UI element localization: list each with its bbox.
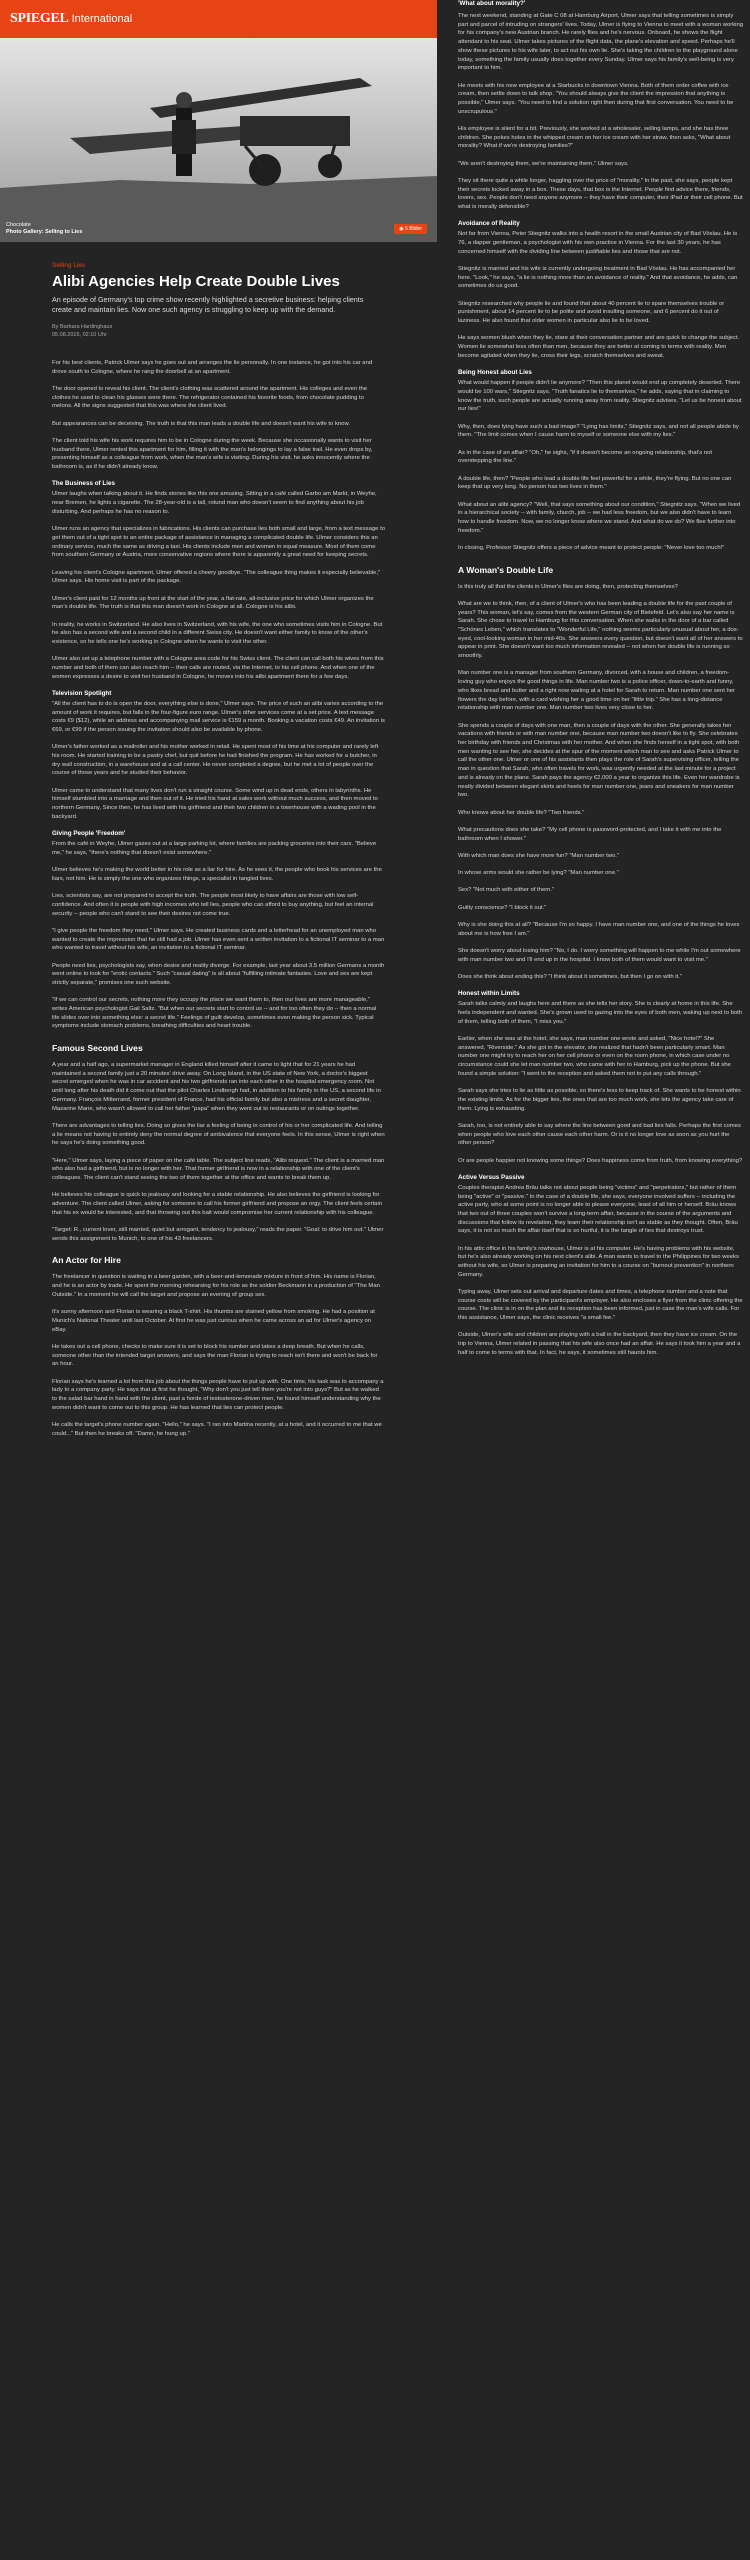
body-paragraph: A year and a half ago, a supermarket manager in England killed himself after it came to light that for 21 years he had maintained a second family just a 20 minutes' drive away. On Long Island, in the US state of New York, a doctor's biggest secret emerged when he was in car accident and his two girlfriends ran into each other in the hospital emergency room. Not until long after his death did it come out that the pilot Charles Lindbergh had, in addition to his family in the US, a second life in Germany. François Mitterrand, former president of France, had his official family but also a mistress and a secret daughter, Mazarine Marie, who wasn't allowed to call her father "papa" when they went out to restaurants or on outings together. [52,1062,381,1112]
body-paragraph: He takes out a cell phone, checks to make sure it is set to block his number and takes a deep breath. But when he calls, someone other than the intended target answers, and says the man Florian is trying to reach isn't there and won't be back for an hour. [52,1343,378,1368]
body-paragraph: Why is she doing this at all? "Because I'm so happy. I have man number one, and one of the things he loves about me is how free I am." [458,921,740,937]
spiegel-logo[interactable]: SPIEGEL [10,11,69,26]
section-heading: Television Spotlight [52,689,112,697]
article-title: Alibi Agencies Help Create Double Lives [52,273,340,290]
body-paragraph: Ulmer runs an agency that specializes in fabrications. His clients can purchase lies both small and large, from a text message to get them out of a tight spot to an entire package of assistance in managing a complicated double life. Ulmer considers this an ordinary service, much the same as driving a taxi. His clients include men and women in equal measure. Most of them come from southern Germany or Austria, more conservative regions where there is apparently a great need for keeping secrets. [52,526,385,559]
byline-author[interactable]: By Barbara Hardinghaus [52,324,113,330]
body-paragraph: Sarah talks calmly and laughs here and there as she tells her story. She is clearly at home in this life. She feels independent and wanted. She's grown used to gazing into the eyes of both men, waking up next to both of them, telling both of them, "I miss you." [458,1001,743,1025]
body-paragraph: "I give people the freedom they need," Ulmer says. He created business cards and a letterhead for an unemployed man who wanted to create the impression that he still had a job. Ulmer has even sent a written invitation to a fictional IT seminar to a man who wanted to travel without his wife, an invitation to a fictional IT seminar. [52,927,385,952]
body-paragraph: People need lies, psychologists say, when desire and reality diverge. For example, last year about 3.5 million Germans a month went online to look for "erotic contacts." Such "casual dating" is all about "fulfilling intimate fantasies. Love and sex are kept strictly separate," promises one such website. [52,962,385,986]
body-paragraph: Ulmer came to understand that many lives don't run a straight course. Some wind up in dead ends, others in labyrinths. He himself stumbled into a marriage and then out of it. He tried his hand at sales work without much success, and then moved to northern Germany, Since then, he has lived with his girlfriend and their two children in a townhouse with a wading pool in the backyard. [52,787,378,820]
body-paragraph: Florian says he's learned a lot from this job about the things people have to put up with. One time, his task was to accompany a lady to a company party. He says that at first he thought, "Why don't you just tell them you're not into guys?" But as he walked to the salad bar hand in hand with the client, past a horde of testosterone-driven men, he found himself understanding why the women didn't want to come out to this group. He has learned that lies can protect people. [52,1378,384,1411]
gallery-button[interactable] [394,224,427,234]
gallery-count: 5 Bilder [405,226,422,232]
hero-illustration [0,38,437,242]
body-paragraph: Sarah, too, is not entirely able to say where the line between good and bad lies falls. Perhaps the first comes when people who love each other cause each other harm. Or is it no longer love as soon as you hurt the other person? [458,1122,741,1147]
body-paragraph: His employee is silent for a bit. Previously, she worked at a wholesaler, selling lamps, and she has three children. She pokes holes in the whipped cream on her ice cream with her straw, then asks, "What about morality? What if we're destroying families?" [458,125,731,150]
article-kicker[interactable]: Selling Lies [52,262,86,269]
body-paragraph: Ulmer laughs when talking about it. He finds stories like this one amusing. Sitting in a café called Garbo am Markt, in Weyhe, near Bremen, he lights a cigarette. The 28-year-old is a tall, rotund man who doesn't seem to find anything about his job disturbing. And perhaps he has no reason to. [52,491,377,515]
section-heading: A Woman's Double Life [458,564,554,575]
section-heading: Being Honest about Lies [458,369,532,377]
body-paragraph: There are advantages to telling lies. Doing so gives the liar a feeling of being in control of his or her complicated life. And telling a lie means not having to entirely deny the normal degree of ambivalence that everyone feels. In this sense, Ulmer is right when he says he's doing something good. [52,1122,385,1147]
article-left [0,262,437,1438]
edition-label[interactable]: International [71,13,133,25]
body-paragraph: As in the case of an affair? "Oh," he sighs, "if it doesn't become an ongoing relationship, that's not overstepping the line." [458,449,713,465]
caption-credit: Photo Gallery: Selling to Lies [6,229,83,235]
body-paragraph: What precautions does she take? "My cell phone is password-protected, and I take it with me into the bathroom when I shower." [458,826,722,842]
byline-date: 05.08.2015, 02:10 Uhr [52,331,107,338]
body-paragraph: With which man does she have more fun? "Man number two." [458,852,620,859]
byline [52,324,385,339]
body-paragraph: Couples therapist Andrea Bräu talks not about people being "victims" and "perpetrators," but rather of them being "active" or "passive." In the case of a double life, she says, everyone involved suffers -- including the active party, who at some point is no longer able to please everyone, least of all him or herself. Bräu knows that two out of three couples won't survive a long-term affair, because in the course of the arguments and discussions that follow its revelation, they learn their relationship isn't as stable as they thought. Often, Bräu says, it is not so much the affair itself that is so hurtful, it is the tangle of lies that destroys trust. [458,1184,738,1235]
body-paragraph: "If we can control our secrets, nothing more they occupy the place we want them to, then our lives are more manageable," writes American psychologist Gail Saltz. "But when our secrets start to control us -- and for too often they do -- then a normal life slides over into something else: a secret life." Feelings of guilt develop, sometimes even making the person sick. Typical symptoms include stomach problems, breathing difficulties and heart trouble. [52,997,377,1030]
body-paragraph: A double life, then? "People who lead a double life feel powerful for a while, they're flying. But no one can keep that up very long. No person has two lives in them." [458,475,732,491]
photo-caption [6,222,82,236]
section-heading: Avoidance of Reality [458,220,520,228]
body-paragraph: It's sunny afternoon and Florian is wearing a black T-shirt. His thumbs are stained yellow from smoking. He had a position at Munich's National Theater until last October. At first he was just curious when he came across an ad for Ulmer's agency on eBay. [52,1309,375,1333]
body-paragraph: The client told his wife his work requires him to be in Cologne during the week. Because she occasionally wants to visit her husband there, Ulmer rented this apartment for him, filling it with the man's belongings to lay a false trail. He even drops by, presenting himself as a colleague from work, when the man's wife is visiting. During his visit, he asks innocently where the bathroom is, as if he didn't already know. [52,438,373,471]
body-paragraph: Guilty conscience? "I block it out." [458,904,547,911]
body-paragraph: "We aren't destroying them, we're maintaining them," Ulmer says. [458,160,629,167]
body-paragraph: "Here," Ulmer says, laying a piece of paper on the café table. The subject line reads, "Alibi request." The client is a married man who also had a girlfriend, but is no longer with her. That former girlfriend is now in a relationship with one of the client's colleagues. The client can't stand seeing the two of them together at the office and wants to break them up. [52,1157,385,1181]
body-paragraph: In closing, Professor Stiegnitz offers a piece of advice meant to protect people: "Never love too much!" [458,544,725,551]
body-paragraph: He believes his colleague is quick to jealousy and looking for a stable relationship. He also believes the girlfriend is looking for adventure. The client called Ulmer, asking for someone to call his former girlfriend and propose an orgy. The client feels certain that his ex would be interested, and that throwing out this bait would compromise her current relationship with his colleague. [52,1192,383,1216]
body-paragraph: Outside, Ulmer's wife and children are playing with a ball in the backyard, then they have ice cream. On the trip to Vienna, Ulmer related in passing that his wife also once had an affair. He says it took him a year and a half to come to terms with that. In fact, he says, it sometimes still haunts him. [458,1332,741,1356]
body-paragraph: Ulmer believes he's making the world better in his role as a liar for hire. As he sees it, the people who book his services are the liars, not him. He is simply the one who organizes things, a specialist in tangled lives. [52,867,382,882]
body-paragraph: Man number one is a manager from southern Germany, divorced, with a house and children, a freedom-loving guy who enjoys the good things in life. Man number two is a police officer, down-to-earth and funny, who likes bread and butter and a right now waiting at a hotel for Sarah to return. Man number one sent her flowers the day before, with a card wishing her a good time on her "little trip." She has a long-distance relationship with man number one. Man number two lives very close to her. [458,670,736,712]
body-paragraph: The door opened to reveal his client. The client's clothing was scattered around the apartment. His colleges and even the clothes he used to clean his glasses were there. The refrigerator contained his favorite foods, from chocolate pudding to melons. All the signs suggested that this was where the client lived. [52,386,368,410]
body-paragraph: Sex? "Not much with either of them." [458,887,554,894]
right-column [458,0,743,2560]
body-paragraph: Ulmer's client paid for 12 months up front at the start of the year, a flat-rate, all-inclusive price for which Ulmer organizes the man's double life. The truth is that this man doesn't work in Cologne at all. Cologne is his alibi. [52,595,374,611]
body-paragraph: Sarah says she tries to lie as little as possible, so there's less to keep track of. She wants to be honest within the existing limits. As for the bigger lies, the ones that are too much work, she lets the agency take care of them. Lying is exhausting. [458,1088,741,1112]
body-paragraph: What are we to think, then, of a client of Ulmer's who has been leading a double life for the past couple of years? This woman, let's say, comes from the western German city of Bielefeld. Let's also say her name is Sarah. She chose to travel to Hamburg for this conversation. When she walks in the door of a bar called "Schönes Leben," which translates to "Wonderful Life," nothing seems particularly unusual about her, a dos-eyed, cool-looking woman in her mid-40s. She answers every question, but doesn't want all of her answers to appear in print. She doesn't want too much information revealed -- not when her double life is running so smoothly. [458,600,743,660]
body-paragraph: Or are people happier not knowing some things? Does happiness come from truth, from knowing everything? [458,1157,743,1164]
body-paragraph: Earlier, when she was at the hotel, she says, man number one wrote and asked, "Nice hotel?" She answered, "Riverside." As she got in the elevator, she realized that hadn't been particularly smart. Man number one might try to reach her on her cell phone or even on the room phone, in which case under no circumstance could she let man number two, who came with her to Hamburg, pick up the phone. But she found a simple solution: "I went to the reception and asked them not to put any calls through." [458,1035,731,1077]
section-heading: Giving People 'Freedom' [52,830,126,838]
body-paragraph: From the café in Weyhe, Ulmer gazes out at a large parking lot, where families are packing groceries into their cars. "Believe me," he says, "there's nothing that doesn't exist somewhere." [52,841,377,856]
body-paragraph: She spends a couple of days with one man, then a couple of days with the other. She generally takes her vacations with friends or with man number one, because man number two doesn't like to fly. She celebrates her birthday with friends and Christmas with her mother. And when she finds herself in a tight spot, with both men wanting to see her, she decides at the spur of the moment which man to see and asks Patrick Ulmer to call the other one. Ulmer or one of his assistants then plays the role of Sarah's supervising officer, telling the man in question that Sarah, who often travels for work, was urgently needed at the last minute for a project and is already on the plane. Sarah pays the agency €2,000 a year to organize this life. Even her wardrobe is neatly divided between elegant skirts and heels for man number one, jeans and sneakers for man number two. [458,722,740,799]
body-paragraph: "All the client has to do is open the door, everything else is done," Ulmer says. The price of such an alibi varies according to the amount of work it requires, but falls in the four-figure euro range. Ulmer's other services come at a set price. A text message costs €9 ($12), while an address and accompanying mail service is €159 a month. Booking a vacation costs €49. An invitation is €69, or €99 if the person issuing the invitation should also be available by phone. [52,700,386,734]
hero-photo[interactable] [0,38,437,242]
body-paragraph: Why, then, does lying have such a bad image? "Lying has limits," Stiegnitz says, and not all people abide by them. "The limit comes when I cause harm to myself or someone else with my lies." [458,423,739,439]
body-paragraph: Not far from Vienna, Peter Stiegnitz walks into a health resort in the small Austrian city of Bad Vöslau. He is 76, a dapper gentleman, a psychologist with his own practice in Vienna. For the last 30 years, he has concerned himself with the dividing line between justifiable lies and those that are not. [458,231,738,255]
body-paragraph: Lies, scientists say, are not prepared to accept the truth. The people most likely to have affairs are those with low self-confidence. And often it is people with high incomes who tell lies, people who can afford to buy anything, but feel an internal security -- people who can't stand to see their desires not come true. [52,893,374,917]
body-paragraph: He meets with his new employee at a Starbucks in downtown Vienna. Both of them order coffee with ice cream, then settle down to talk shop. "You should always give the client the impression that anything is possible," Ulmer says. "You need to find a solution right then during that first conversation. You need to be unscrupulous." [458,82,734,115]
body-paragraph: She doesn't worry about losing him? "No, I do. I worry something will happen to me while I'm out somewhere with man number two and I'll end up in the hospital. I know both of them would want to visit me." [458,947,741,963]
section-heading: 'What about morality?' [458,0,526,7]
body-paragraph: For his best clients, Patrick Ulmer says he goes out and arranges the lie personally. In one instance, he got into his car and drove south to Cologne, where he rang the doorbell at an apartment. [52,360,373,375]
body-paragraph: What would happen if people didn't lie anymore? "Then this planet would end up completely deserted. There would be 100 wars," Stiegnitz says. "Truth fanatics lie to themselves," he adds, saying that in claiming to know the truth, such people are actually running away from reality. Stiegnitz advises, "Let us be honest about our lies!" [458,380,742,413]
body-paragraph: Stiegnitz researched why people lie and found that about 40 percent lie to spare themselves trouble or punishment, about 14 percent lie to be polite and avoid insulting someone, and 6 percent do it out of laziness. He also found that older women in particular also lie to be loved. [458,300,725,325]
body-paragraph: But appearances can be deceiving. The truth is that this man leads a double life and doesn't want his wife to know. [52,420,351,427]
body-paragraph: What about an alibi agency? "Well, that says something about our condition," Stiegnitz says. "When we lived in a hierarchical society -- with family, church, job -- we had less freedom, but we also didn't have to learn how to handle freedom. Now, we no longer know where we stand. And what do we do? We flee further into freedom." [458,501,741,534]
body-paragraph: Typing away, Ulmer sets out arrival and departure dates and times, a telephone number and a note that course costs will be covered by the participant's employer. He also encloses a flyer from the clinic offering the course. The clinic is in on the plan and its reception has been informed, just in case the man's wife calls. For this assistance, Ulmer says, the clinic receives "a small fee." [458,1289,743,1322]
body-paragraph: The next weekend, standing at Gate C 08 at Hamburg Airport, Ulmer says that telling sometimes is simply part and parcel of intruding on strangers' lives. Today, Ulmer is flying to Vienna to meet with a woman working for his company's new Austrian branch. He rarely flies and he's nervous. Onboard, he shows the flight attendant to his seat. Ulmer takes pictures of the flight data, the plane's elevation and speed. Perhaps he'll show these pictures to his wife later, to act out his own lie. She's taking the children to the playground alone today, something the family usually does together every Sunday. Ulmer says his family's well-being is very important to him. [458,13,743,72]
article-body-left [52,359,385,1438]
body-paragraph: In his attic office in his family's rowhouse, Ulmer is at his computer. He's having problems with his website, but he's also already working on his next client's alibi. A man wants to travel to the Philippines for two weeks without his wife, so Ulmer is preparing an invitation for him to a course on "burnout prevention" in northern Germany. [458,1245,739,1278]
body-paragraph: They sit there quite a while longer, haggling over the price of "morality." In the past, she says, people kept their secrets locked away in a box. These days, that box is the Internet. People find advice there, friends, lovers, sex. People don't need anyone anymore -- they have their computer, their iPad or their cell phone. But what is morally defensible? [458,177,743,211]
body-paragraph: Ulmer also set up a telephone number with a Cologne area code for his Swiss client. The client can call both his wives from this number and both of them can also reach him -- their calls are routed, via the Internet, to his cell phone. And when one of the women expresses a desire to visit her husband in Cologne, he moves into his alibi apartment there for a few days. [52,656,384,680]
site-header [0,0,437,38]
body-paragraph: Stiegnitz is married and his wife is currently undergoing treatment in Bad Vöslau. He has accompanied her here. "Look," he says, "a lie is nothing more than an avoidance of reality." And that avoidance, he adds, can sometimes do us good. [458,266,738,290]
camera-icon: ◉ [399,226,404,232]
body-paragraph: "Target: R., current lover, still married, quiet but arrogant, tendency to jealousy," reads the paper. "Goal: to drive him out." Ulmer sends this assignment to Munich, to one of his 43 freelancers. [52,1226,384,1242]
body-paragraph: In whose arms would she rather be lying? "Man number one." [458,870,619,877]
body-paragraph: He says women blush when they lie, stare at their conversation partner and are quick to change the subject. Women lie somewhat less often than men, because they are better at coming to terms with reality. Men become agitated when they lie, cross their legs, scratch themselves and sweat. [458,335,740,359]
body-paragraph: Who knows about her double life? "Two friends." [458,809,585,816]
body-paragraph: The freelancer in question is waiting in a beer garden, with a beer-and-lemonade mixture in front of him. His name is Florian, and he is an actor by trade. He spent the morning rehearsing for his role as the soldier Beckmann in a production of "The Man Outside." In a moment he will call the target and propose an evening of group sex. [52,1274,380,1298]
body-paragraph: Does she think about ending this? "I think about it sometimes, but then I go on with it." [458,973,682,980]
body-paragraph: He calls the target's phone number again. "Hello," he says. "I ran into Martina recently, at a hotel, and it occurred to me that we could..." But then he breaks off. "Damn, he hung up." [52,1421,382,1437]
body-paragraph: Leaving his client's Cologne apartment, Ulmer offered a cheery goodbye. "The colleague thing makes it especially believable," Ulmer says. His home visit is part of the package. [52,569,381,585]
section-heading: Active Versus Passive [458,1173,525,1181]
section-heading: Honest within Limits [458,990,520,998]
caption-location: Chocolate [6,222,31,228]
section-heading: The Business of Lies [52,480,115,488]
section-heading: Famous Second Lives [52,1043,143,1054]
article-teaser: An episode of Germany's top crime show recently highlighted a secretive business: helping clients create and maintain lies. Now one such agency is struggling to keep up with the demand. [52,295,364,314]
body-paragraph: Is this truly all that the clients in Ulmer's files are doing, then, protecting themselves? [458,583,678,590]
article-body-right [458,0,743,1358]
body-paragraph: In reality, he works in Switzerland. He also lives in Switzerland, with his wife, the one who sometimes visits him in Cologne. But he also has a second wife and a second child in a different Swiss city. He doesn't want either family to know of the other's existence, so he tells one he's working in Cologne when he wants to visit the other. [52,621,383,645]
section-heading: An Actor for Hire [52,1255,121,1266]
body-paragraph: Ulmer's father worked as a mailroller and his mother worked in retail. He spent most of his time at his computer and rarely left his room. He started training to be a pastry chef, but quit before he had finished the program. He has worked for a butcher, in dry wall construction, in a warehouse and at a call center. He never completed a degree, but he met a lot of people over the course of those years and he studied their behavior. [52,744,379,777]
